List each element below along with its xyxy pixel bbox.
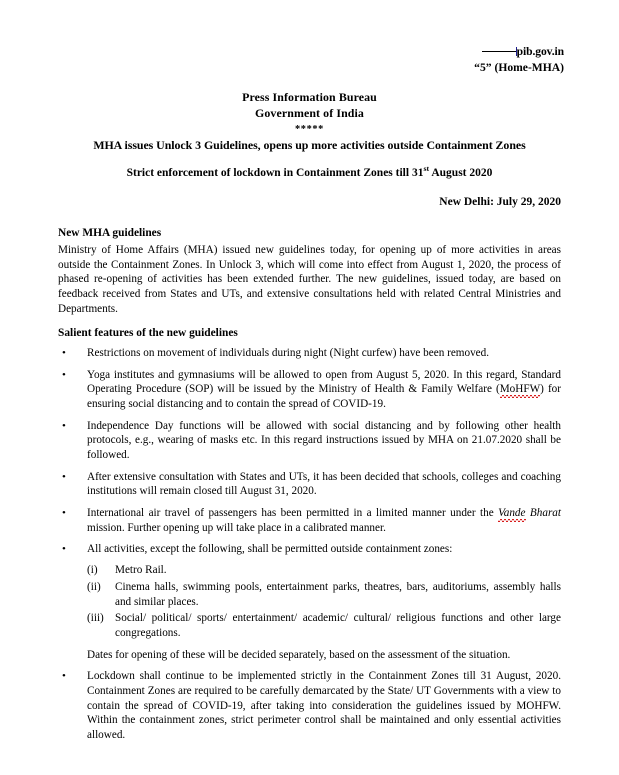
page-number-label: “5” (Home-MHA) [474,60,564,74]
ordinal-suffix: st [423,164,430,174]
bullet-icon: • [62,347,66,360]
press-release-headline: MHA issues Unlock 3 Guidelines, opens up more activities outside Containment Zones [93,137,526,152]
header-link-line [474,44,564,60]
star-separator: ***** [295,123,324,135]
organization-name: Press Information Bureau [242,90,377,104]
list-item [58,470,561,499]
bullet-text: Lockdown shall continue to be implemented strictly in the Containment Zones till 31 August, 2020. Containment Zones are required to be carefully demarcated by the State/ UT Governments with a view to contain the spread of COVID-19, after taking into consideration the guidelines issued by MOHFW. Within the containment zones, strict perimeter control shall be maintained and only essential activities allowed. [87,670,561,741]
list-item [58,506,561,535]
page-header [474,44,564,75]
intro-paragraph: Ministry of Home Affairs (MHA) issued new guidelines today, for opening up of more activities in areas outside the Containment Zones. In Unlock 3, which will come into effect from August 1, 2020, the process of phased re-opening of activities has been extended further. The new guidelines, issued today, are based on feedback received from States and UTs, and extensive consultations held with related Central Ministries and Departments. [58,243,561,315]
bullet-text-part1: International air travel of passengers has been permitted in a limited manner under the [87,507,499,520]
sub-item-text: Social/ political/ sports/ entertainment/ academic/ cultural/ religious functions and other large congregations. [115,612,561,639]
spellcheck-flagged-word: MoHFW [499,383,541,396]
dates-note-paragraph: Dates for opening of these will be decided separately, based on the assessment of the situation. [87,648,511,661]
roman-marker: (i) [87,564,98,577]
bullet-icon: • [62,419,66,432]
list-item [58,346,561,361]
bullet-icon: • [62,368,66,381]
list-item [58,542,561,662]
dateline: New Delhi: July 29, 2020 [439,196,561,209]
bullet-text: All activities, except the following, shall be permitted outside containment zones: [87,543,453,556]
spellcheck-flagged-word: Vande [498,507,526,520]
pib-website-link[interactable]: pib.gov.in [516,45,564,58]
section-heading-salient-features: Salient features of the new guidelines [58,327,238,340]
bullet-icon: • [62,470,66,483]
scheme-name-italic: Bharat [525,507,562,520]
excluded-activities-list [87,563,561,640]
sub-item-text: Cinema halls, swimming pools, entertainment parks, theatres, bars, auditoriums, assembly halls and similar places. [115,580,561,608]
section-heading-new-guidelines: New MHA guidelines [58,227,162,240]
bullet-icon: • [62,507,66,520]
press-release-subheadline [58,166,561,181]
list-item [58,368,561,412]
bullet-text: After extensive consultation with States and UTs, it has been decided that schools, colleges and coaching institutions will remain closed till August 31, 2020. [87,470,561,498]
list-item [58,669,561,742]
horizontal-rule-icon [482,51,516,52]
government-name: Government of India [255,105,364,120]
list-item [87,563,561,578]
document-content [58,90,561,743]
sub-item-text: Metro Rail. [115,564,167,577]
list-item [58,419,561,463]
subhead-text-pre: Strict enforcement of lockdown in Containment Zones till 31 [126,167,424,180]
roman-marker: (iii) [87,612,104,625]
bullet-icon: • [62,670,66,683]
roman-marker: (ii) [87,580,101,593]
subhead-text-post: August 2020 [429,167,493,180]
bullet-icon: • [62,543,66,556]
salient-features-list [58,346,561,742]
bullet-text: Restrictions on movement of individuals during night (Night curfew) have been removed. [87,347,490,360]
bullet-text: Independence Day functions will be allowed with social distancing and by following other health protocols, e.g., wearing of masks etc. In this regard instructions issued by MHA on 21.07.2020 shall be followed. [87,419,561,462]
bullet-text-part1: Yoga institutes and gymnasiums will be allowed to open from August 5, 2020. In this regard, Standard Operating Procedure (SOP) will be issued by the Ministry of Health & Family Welfare ( [87,368,561,396]
bullet-text-part2: ) for ensuring social distancing and to contain the spread of COVID-19. [87,383,561,411]
list-item [87,611,561,640]
list-item [87,580,561,609]
bullet-text-part2: mission. Further opening up will take place in a calibrated manner. [87,521,386,534]
